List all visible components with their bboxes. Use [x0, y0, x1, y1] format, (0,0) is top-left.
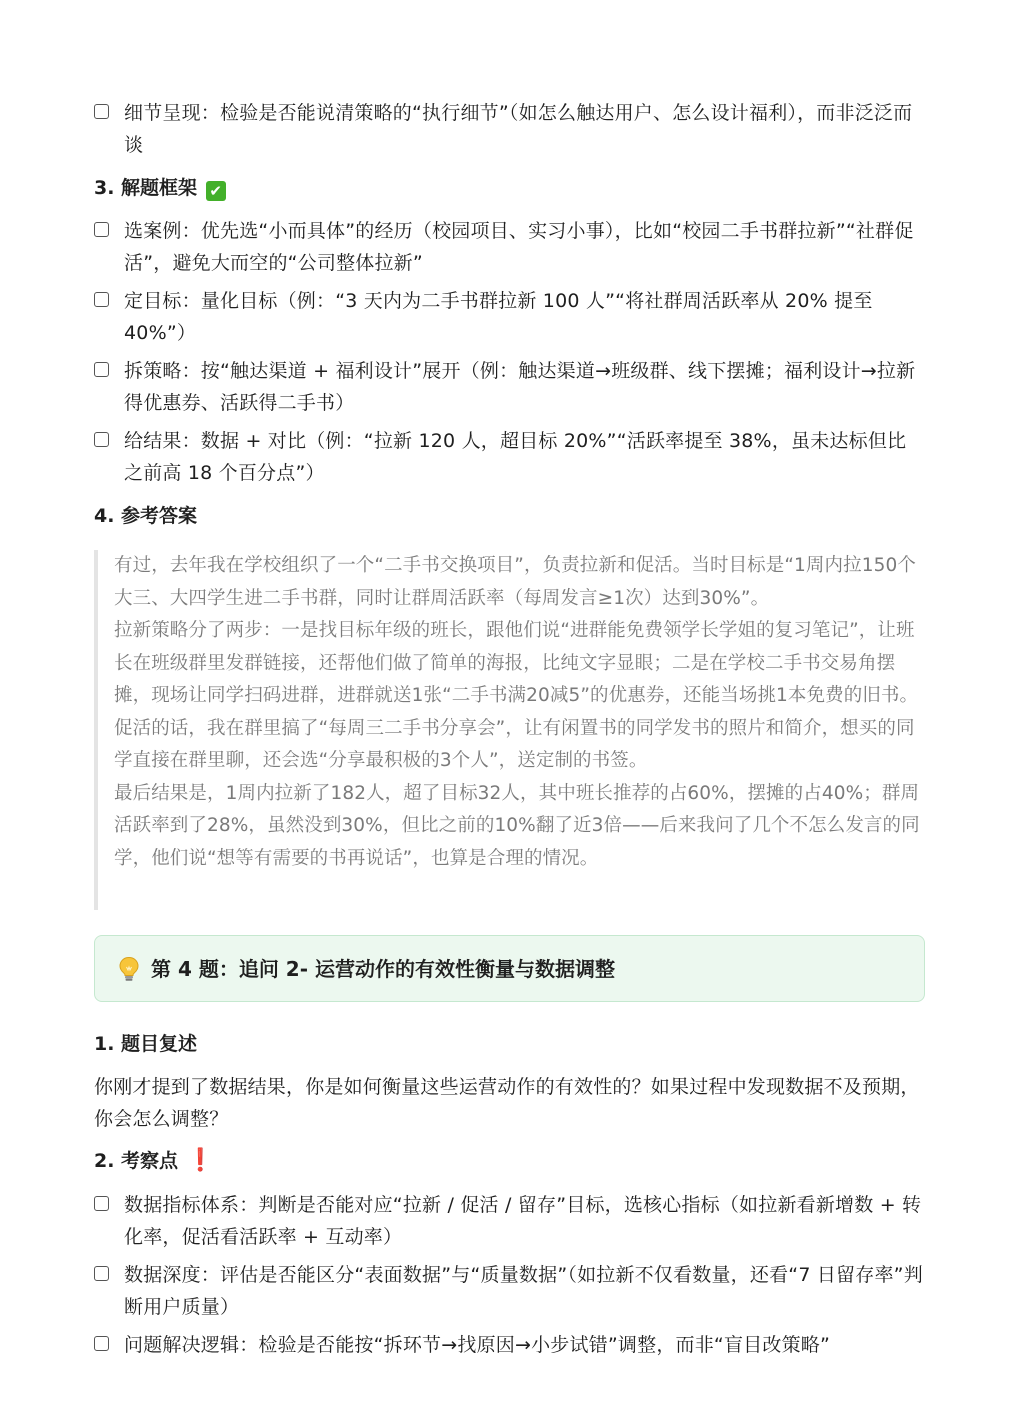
section-heading-text: 1. 题目复述	[94, 1033, 198, 1055]
checkbox[interactable]	[94, 1266, 109, 1281]
question-callout	[94, 935, 925, 1002]
checklist-item	[94, 97, 924, 161]
checkbox[interactable]	[94, 222, 109, 237]
quote-paragraph: 有过，去年我在学校组织了一个“二手书交换项目”，负责拉新和促活。当时目标是“1周内拉150个大三、大四学生进二手书群，同时让群周活跃率（每周发言≥1次）达到30%”。	[114, 555, 916, 609]
section-heading-text: 3. 解题框架	[94, 177, 198, 199]
checklist-item	[94, 285, 924, 349]
question-text: 你刚才提到了数据结果，你是如何衡量这些运营动作的有效性的？如果过程中发现数据不及预期，你会怎么调整？	[94, 1076, 920, 1130]
checklist-item-text: 数据深度：评估是否能区分“表面数据”与“质量数据”（如拉新不仅看数量，还看“7 日留存率”判断用户质量）	[124, 1264, 923, 1318]
checklist-item	[94, 425, 924, 489]
reference-answer-quote	[94, 550, 926, 910]
quote-paragraph: 拉新策略分了两步：一是找目标年级的班长，跟他们说“进群能免费领学长学姐的复习笔记”，让班长在班级群里发群链接，还帮他们做了简单的海报，比纯文字显眼；二是在学校二手书交易角摆摊，现场让同学扫码进群，进群就送1张“二手书满20减5”的优惠券，还能当场挑1本免费的旧书。	[114, 620, 919, 706]
checklist-item-text: 选案例：优先选“小而具体”的经历（校园项目、实习小事），比如“校园二手书群拉新”“社群促活”，避免大而空的“公司整体拉新”	[124, 220, 914, 274]
checkbox[interactable]	[94, 362, 109, 377]
checklist-item-text: 数据指标体系：判断是否能对应“拉新 / 促活 / 留存”目标，选核心指标（如拉新看新增数 + 转化率，促活看活跃率 + 互动率）	[124, 1194, 922, 1248]
checkbox[interactable]	[94, 1196, 109, 1211]
checklist-item-text: 给结果：数据 + 对比（例：“拉新 120 人，超目标 20%”“活跃率提至 38%，虽未达标但比之前高 18 个百分点”）	[124, 430, 907, 484]
exclamation-icon: ❗	[186, 1148, 215, 1173]
lightbulb-icon	[117, 956, 141, 982]
section-heading-text: 4. 参考答案	[94, 505, 198, 527]
checkbox[interactable]	[94, 1336, 109, 1351]
section-heading-2	[94, 1146, 214, 1176]
check-mark-icon: ✔	[206, 181, 226, 201]
section-heading-1	[94, 1029, 197, 1059]
checklist-item-text: 细节呈现：检验是否能说清策略的“执行细节”（如怎么触达用户、怎么设计福利），而非泛泛而谈	[124, 102, 913, 156]
checklist-item	[94, 355, 924, 419]
section-heading-text: 2. 考察点	[94, 1150, 179, 1172]
checklist-item-text: 拆策略：按“触达渠道 + 福利设计”展开（例：触达渠道→班级群、线下摆摊；福利设计→拉新得优惠券、活跃得二手书）	[124, 360, 916, 414]
section-heading-4	[94, 501, 197, 531]
checklist-item-text: 问题解决逻辑：检验是否能按“拆环节→找原因→小步试错”调整，而非“盲目改策略”	[124, 1334, 831, 1356]
checkbox[interactable]	[94, 104, 109, 119]
callout-title: 第 4 题：追问 2- 运营动作的有效性衡量与数据调整	[151, 957, 615, 981]
checklist-item	[94, 1189, 924, 1253]
quote-paragraph: 促活的话，我在群里搞了“每周三二手书分享会”，让有闲置书的同学发书的照片和简介，想买的同学直接在群里聊，还会选“分享最积极的3个人”，送定制的书签。	[114, 717, 915, 771]
checkbox[interactable]	[94, 432, 109, 447]
checklist-item	[94, 215, 924, 279]
section-heading-3	[94, 173, 226, 203]
checkbox[interactable]	[94, 292, 109, 307]
quote-paragraph: 最后结果是，1周内拉新了182人，超了目标32人，其中班长推荐的占60%，摆摊的占40%；群周活跃率到了28%，虽然没到30%，但比之前的10%翻了近3倍——后来我问了几个不怎么发言的同学，他们说“想等有需要的书再说话”，也算是合理的情况。	[114, 782, 920, 869]
checklist-item-text: 定目标：量化目标（例：“3 天内为二手书群拉新 100 人”“将社群周活跃率从 20% 提至 40%”）	[124, 290, 873, 344]
checklist-item	[94, 1259, 924, 1323]
checklist-item	[94, 1329, 924, 1361]
